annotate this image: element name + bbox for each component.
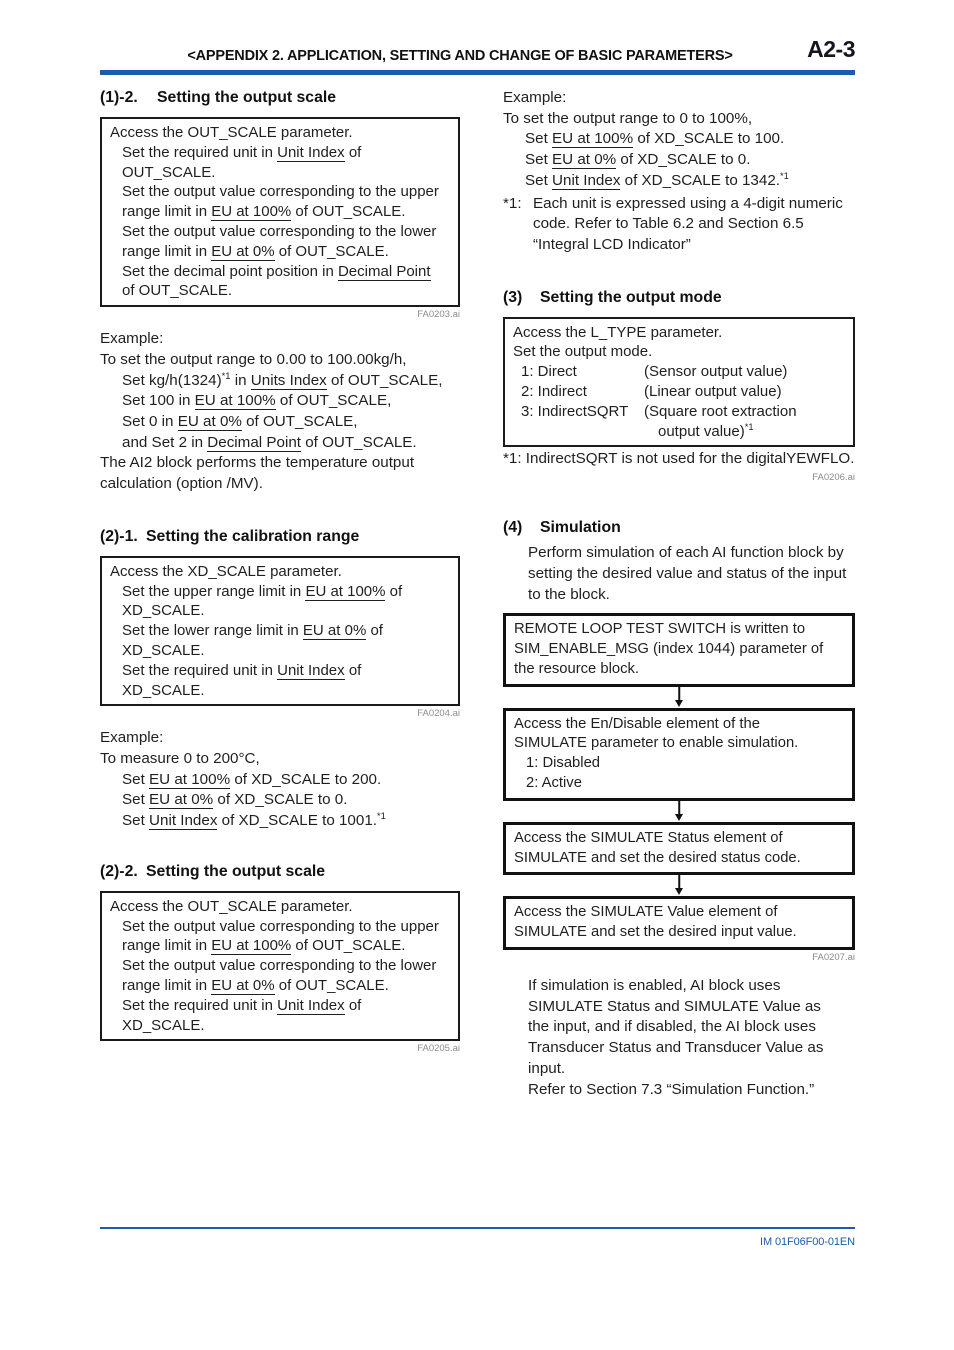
text-line: 2: Active (526, 775, 582, 791)
text-line: range limit in EU at 0% of OUT_SCALE. (122, 977, 389, 995)
flow-box-simulate-status (503, 822, 855, 876)
section-number: (2)-1. (100, 527, 138, 545)
text-line: 1: Disabled (526, 755, 601, 772)
text-line: If simulation is enabled, AI block uses (528, 976, 781, 994)
section-heading-4 (503, 518, 855, 537)
section-title: Simulation (540, 519, 621, 537)
text-line: Access the OUT_SCALE parameter. (110, 897, 353, 915)
footer-rule (100, 1227, 855, 1229)
section-heading-1-2 (100, 88, 460, 107)
text-line: SIMULATE parameter to enable simulation. (514, 735, 799, 752)
text-line: SIMULATE Status and SIMULATE Value as (528, 997, 821, 1015)
section-number: (3) (503, 288, 523, 306)
text-line: XD_SCALE. (122, 602, 205, 620)
text-line: Refer to Section 7.3 “Simulation Function.” (528, 1080, 815, 1098)
page-header-title: <APPENDIX 2. APPLICATION, SETTING AND CHANGE OF BASIC PARAMETERS> (187, 48, 733, 64)
procedure-box-xd-scale (100, 556, 460, 707)
procedure-box-l-type (503, 317, 855, 448)
simulation-intro (503, 543, 855, 605)
text-line: of OUT_SCALE. (122, 282, 233, 300)
text-line: the input, and if disabled, the AI block uses (528, 1018, 816, 1036)
section-title: Setting the output scale (157, 89, 337, 106)
document-number: IM 01F06F00-01EN (760, 1236, 855, 1248)
footnote-indirectsqrt (503, 449, 855, 470)
flow-arrow-down-icon (503, 875, 855, 896)
text-line: Set 100 in EU at 100% of OUT_SCALE, (122, 392, 392, 410)
section-number: (2)-2. (100, 862, 138, 880)
text-line: range limit in EU at 100% of OUT_SCALE. (122, 937, 406, 955)
simulation-outro (503, 976, 855, 1100)
flow-box-remote-loop-test (503, 613, 855, 686)
text-line: Set the output value corresponding to the lower (122, 957, 437, 975)
text-line: range limit in EU at 0% of OUT_SCALE. (122, 242, 389, 260)
text-line: Set the decimal point position in Decimal Point (122, 262, 431, 280)
example-block-3 (503, 88, 855, 192)
text-line: REMOTE LOOP TEST SWITCH is written to (514, 621, 806, 638)
text-line: Example: (503, 89, 567, 106)
page-number: A2-3 (807, 36, 855, 62)
section-heading-3 (503, 288, 855, 307)
procedure-box-out-scale-1 (100, 117, 460, 307)
text-line: Access the En/Disable element of the (514, 715, 760, 732)
text-line: Set the output value corresponding to the upper (122, 917, 439, 935)
text-line: OUT_SCALE. (122, 163, 216, 181)
section-heading-2-1 (100, 527, 460, 546)
example-block-2 (100, 728, 460, 832)
text-line: Access the XD_SCALE parameter. (110, 562, 342, 580)
text-line: Set the output value corresponding to the upper (122, 183, 439, 201)
text-line: calculation (option /MV). (100, 475, 263, 493)
text-line: Set the required unit in Unit Index of (122, 143, 362, 161)
text-line: input. (528, 1059, 566, 1077)
flow-arrow-down-icon (503, 801, 855, 822)
section-title: Setting the output scale (146, 862, 326, 880)
text-line: 1: Direct (Sensor output value) (521, 363, 788, 381)
text-line: and Set 2 in Decimal Point of OUT_SCALE. (122, 433, 417, 451)
text-line: Set EU at 100% of XD_SCALE to 100. (525, 130, 785, 148)
text-line: XD_SCALE. (122, 1016, 205, 1034)
figure-caption: FA0205.ai (417, 1043, 460, 1055)
text-line: SIM_ENABLE_MSG (index 1044) parameter of (514, 641, 824, 658)
section-heading-2-2 (100, 862, 460, 881)
text-line: 3: IndirectSQRT (Square root extraction (521, 402, 797, 420)
text-line: Access the OUT_SCALE parameter. (110, 124, 353, 141)
text-line: “Integral LCD Indicator” (533, 235, 691, 253)
text-line: Set Unit Index of XD_SCALE to 1001.$^{*1}$ (122, 810, 386, 830)
section-number: (1)-2. (100, 89, 138, 106)
text-line: Example: (100, 729, 164, 747)
text-line: range limit in EU at 100% of OUT_SCALE. (122, 203, 406, 221)
text-line: *1: IndirectSQRT is not used for the digitalYEWFLO. (503, 450, 855, 468)
text-line: Set Unit Index of XD_SCALE to 1342.$^{*1}$ (525, 169, 789, 189)
text-line: the resource block. (514, 660, 640, 677)
text-line: To set the output range to 0 to 100%, (503, 109, 753, 127)
text-line: Transducer Status and Transducer Value as (528, 1039, 824, 1057)
text-line: The AI2 block performs the temperature output (100, 454, 415, 472)
flow-box-enable-simulation (503, 708, 855, 801)
text-line: Set 0 in EU at 0% of OUT_SCALE, (122, 412, 358, 430)
procedure-box-out-scale-2 (100, 891, 460, 1042)
text-line: Set EU at 0% of XD_SCALE to 0. (525, 151, 751, 169)
section-title: Setting the calibration range (146, 527, 360, 545)
header-rule (100, 70, 855, 75)
text-line: Access the SIMULATE Value element of (514, 904, 778, 921)
flow-box-simulate-value (503, 896, 855, 950)
text-line: Set the required unit in Unit Index of (122, 996, 362, 1014)
figure-caption: FA0206.ai (812, 472, 855, 484)
footnote-unit-code (503, 194, 855, 256)
text-line: Example: (100, 330, 164, 348)
text-line: Set EU at 100% of XD_SCALE to 200. (122, 770, 382, 788)
figure-caption: FA0207.ai (812, 951, 855, 963)
text-line: Set $kg/h(1324)^{*1}$ in Units Index of OUT_SCALE, (122, 369, 443, 389)
text-line: output value)$^{*1}$ (658, 421, 754, 440)
section-title: Setting the output mode (540, 288, 722, 306)
text-line: setting the desired value and status of the input (528, 564, 847, 582)
left-column (100, 88, 460, 1055)
text-line: 2: Indirect (Linear output value) (521, 383, 782, 401)
text-line: XD_SCALE. (122, 681, 205, 699)
flow-arrow-down-icon (503, 687, 855, 708)
text-line: SIMULATE and set the desired input value. (514, 924, 797, 941)
text-line: Set EU at 0% of XD_SCALE to 0. (122, 791, 348, 809)
text-line: SIMULATE and set the desired status code. (514, 849, 801, 866)
text-line: to the block. (528, 585, 610, 603)
text-line: Access the SIMULATE Status element of (514, 829, 783, 846)
figure-caption: FA0204.ai (417, 708, 460, 720)
right-column (503, 88, 855, 1100)
section-number: (4) (503, 519, 523, 537)
text-line: Set the required unit in Unit Index of (122, 661, 362, 679)
text-line: *1: Each unit is expressed using a 4-digit numeric (503, 194, 843, 212)
text-line: To set the output range to 0.00 to 100.00kg/h, (100, 350, 407, 368)
figure-caption: FA0203.ai (417, 309, 460, 321)
text-line: code. Refer to Table 6.2 and Section 6.5 (533, 215, 804, 233)
example-block-1 (100, 329, 460, 495)
text-line: Access the L_TYPE parameter. (513, 323, 723, 341)
text-line: Set the output value corresponding to the lower (122, 222, 437, 240)
text-line: Set the upper range limit in EU at 100% of (122, 582, 403, 600)
text-line: Set the lower range limit in EU at 0% of (122, 622, 383, 640)
text-line: Set the output mode. (513, 343, 653, 361)
text-line: To measure 0 to 200°C, (100, 750, 260, 768)
text-line: XD_SCALE. (122, 641, 205, 659)
text-line: Perform simulation of each AI function block by (528, 544, 844, 562)
